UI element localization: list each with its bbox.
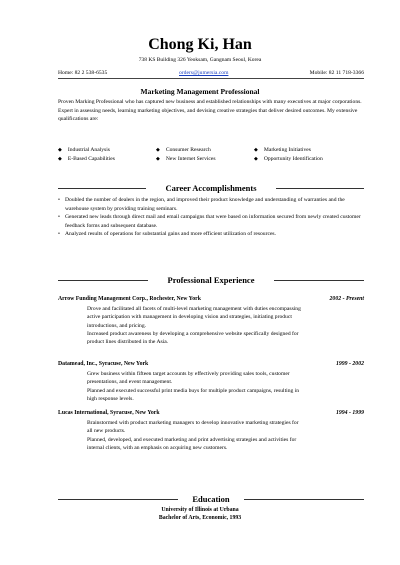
home-phone: Home: 82 2 538-6535 [58,70,108,76]
job-header [58,361,364,370]
summary-paragraph: Proven Marking Professional who has captured new business and established relationships with many executives at major corporations. Expert in assessing needs, learning marketing objectives, and devising creative strategies that deliver desired outcomes. My extensive qualifications are: [58,99,362,122]
contact-row [58,70,364,78]
diamond-bullet-icon: ◆ [58,157,62,162]
list-item: • Doubled the number of dealers in the region, and improved their product knowledge and understanding of warranties and the warehouse system by providing training seminars. [58,197,345,212]
company-name: Lucas International, Syracuse, New York [58,410,160,416]
skill-item: ◆ Marketing Initiatives [254,147,311,153]
career-section-header [58,183,364,193]
career-section-title: Career Accomplishments [165,183,257,193]
education-section-title: Education [192,494,230,504]
company-name: Datamead, Inc., Syracuse, New York [58,361,149,367]
diamond-bullet-icon: ◆ [254,148,258,153]
degree: Bachelor of Arts, Economic, 1993 [158,515,242,521]
job-dates: 1994 - 1999 [335,410,364,416]
job-description: Grew business within fifteen target accounts by effectively providing sales tools, customer presentations, and event management. Planned and executed successful print media buys for multiple product campaigns, resulting in high response levels. [87,371,300,402]
diamond-bullet-icon: ◆ [156,148,160,153]
diamond-bullet-icon: ◆ [254,157,258,162]
bullet-icon: • [58,214,60,220]
job-dates: 1999 - 2002 [335,361,364,367]
header-divider [58,78,364,79]
education-section-header [58,494,364,504]
divider-line [274,280,364,281]
job-header [58,410,364,419]
mobile-phone: Mobile: 82 11 718-3366 [309,70,364,76]
experience-section-header [58,275,364,285]
skill-item: ◆ Industrial Analysis [58,147,110,153]
bullet-icon: • [58,197,60,203]
job-description: Brainstormed with product marketing managers to develop innovative marketing strategies for all new products. Planned, developed, and executed marketing and print advertising strategies and activities for internal clients, with an emphasis on acquiring new customers. [87,420,299,451]
company-name: Arrow Funding Management Corp., Rochester, New York [58,296,201,302]
school-name: University of Illinois at Urbana [161,507,239,513]
job-description: Drove and facilitated all facets of multi-level marketing management with duties encompassing active participation with management in developing vision and strategies, initiating product introductions, and pricing. Increased product awareness by developing a comprehensive website specifically designed for product lines distributed in the Asia. [87,306,301,346]
skill-item: ◆ Opportunity Identification [254,156,323,162]
experience-section-title: Professional Experience [167,275,255,285]
headline: Marketing Management Professional [140,87,260,96]
list-item: • Analyzed results of operations for substantial gains and more efficient utilization of resources. [58,231,276,237]
list-item: • Generated new leads through direct mail and email campaigns that were based on information secured from newly created customer feedback forms and subsequent database. [58,214,361,229]
job-header [58,296,364,305]
skills-grid [58,147,364,167]
career-list [58,196,364,239]
diamond-bullet-icon: ◆ [58,148,62,153]
skill-item: ◆ New Internet Services [156,156,216,162]
resume-name: Chong Ki, Han [148,36,252,53]
bullet-icon: • [58,231,60,237]
email-link[interactable]: orders@jumersia.com [179,70,229,76]
address: 738 KS Building 326 Yeoksam, Gangnam Seoul, Korea [138,57,262,63]
divider-line [244,499,364,500]
divider-line [276,188,364,189]
diamond-bullet-icon: ◆ [156,157,160,162]
skill-item: ◆ E-Based Capabilities [58,156,115,162]
job-dates: 2002 - Present [329,296,364,302]
skill-item: ◆ Consumer Research [156,147,211,153]
